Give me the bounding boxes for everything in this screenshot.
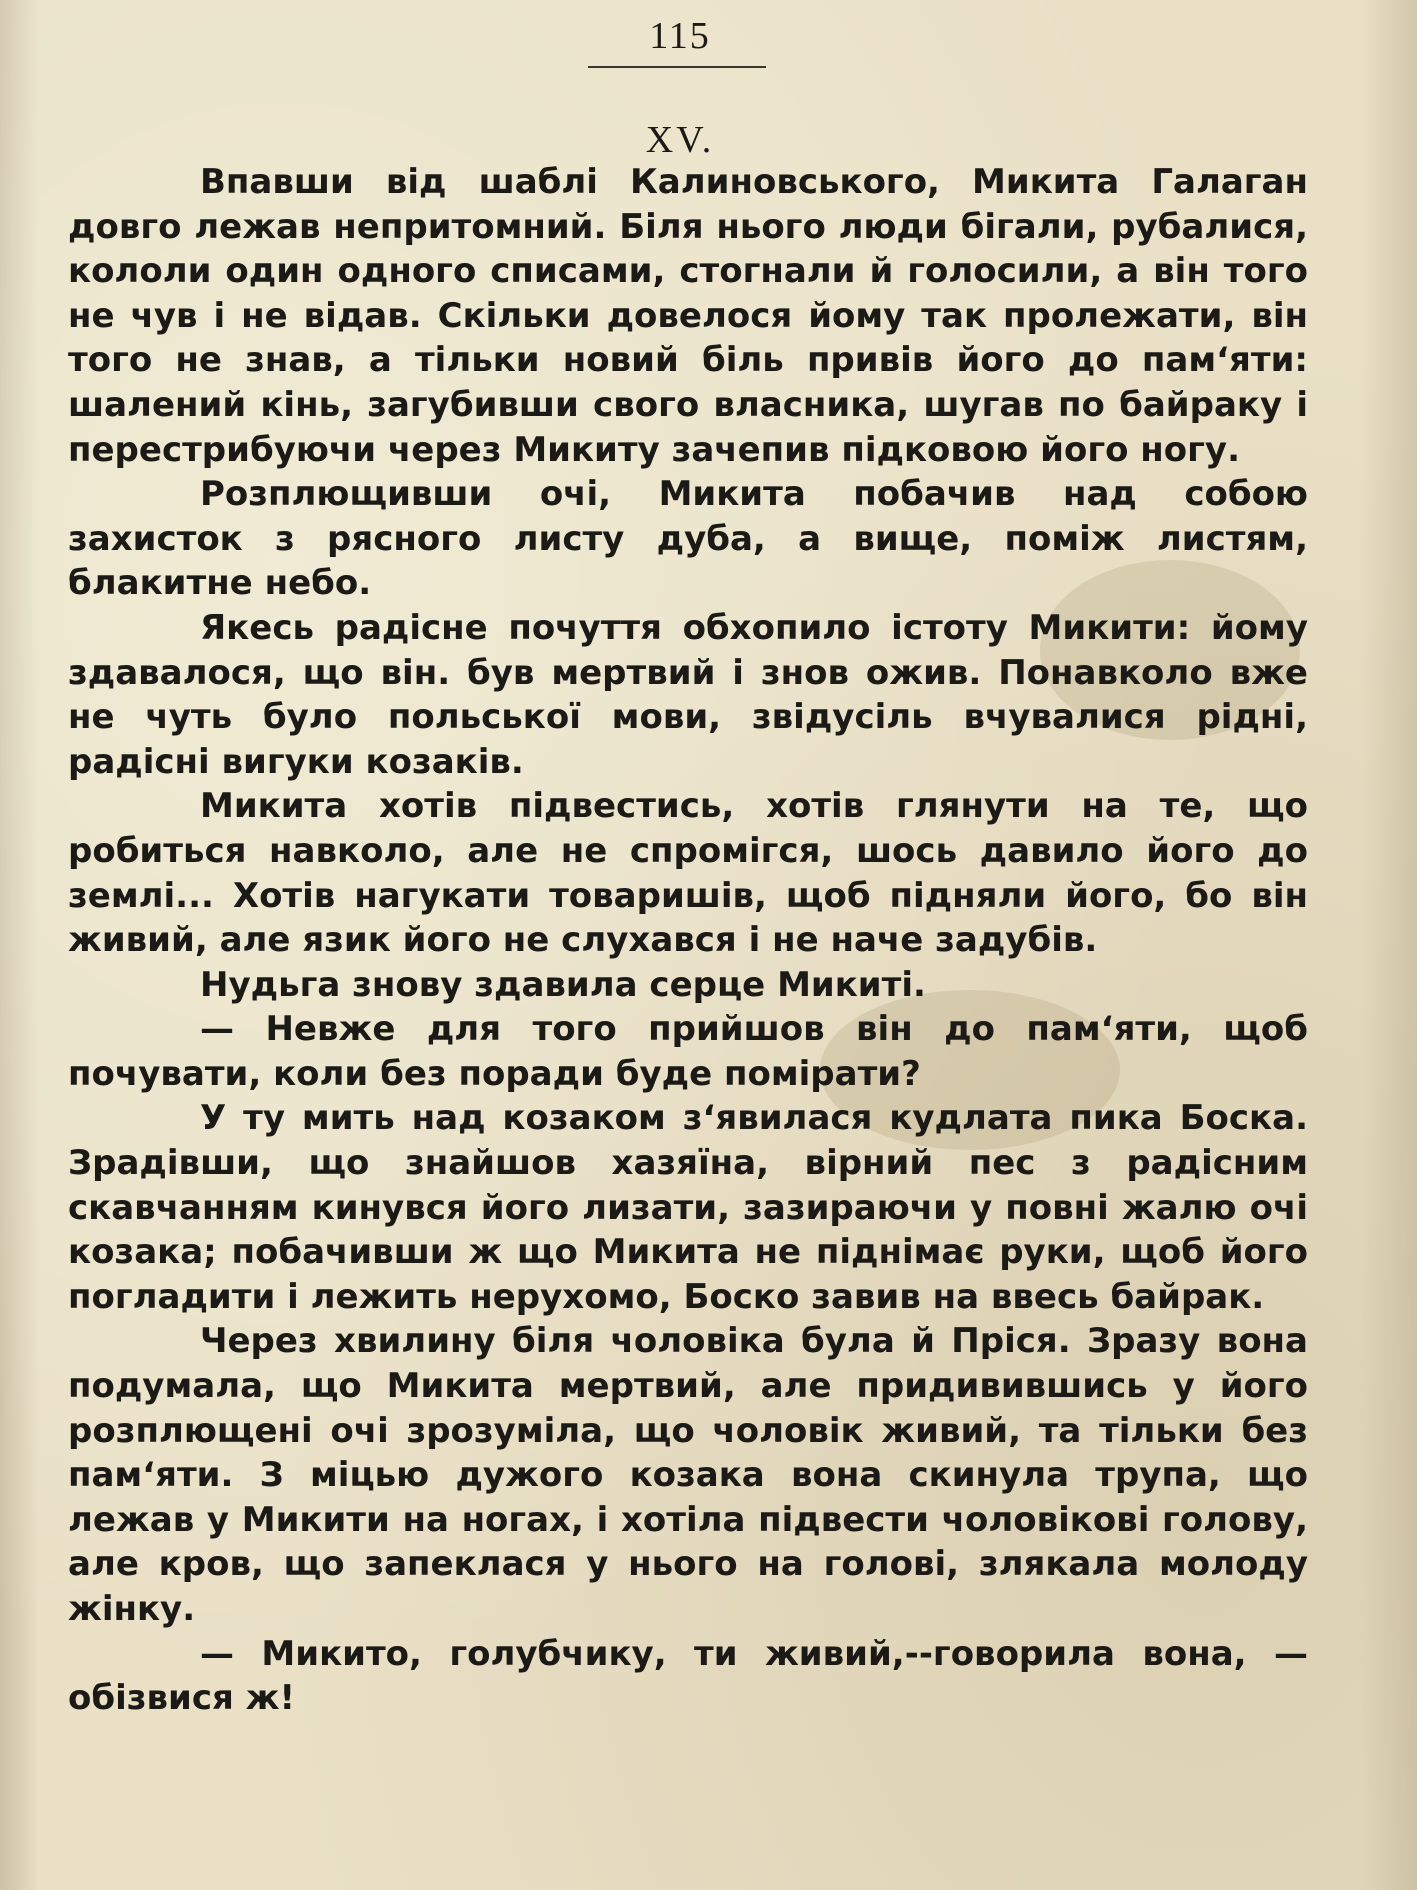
paragraph: Впавши від шаблі Калиновського, Микита Галаган довго лежав непритомний. Біля нього люди бігали, рубалися, кололи один одного списами, стогнали й голосили, а він того не чув і не відав. Скільки довелося йому так пролежати, він того не знав, а тільки новий біль привів його до пам‘яти: шалений кінь, загубивши свого власника, шугав по байраку і перестрибуючи через Микиту зачепив підковою його ногу. (68, 162, 1308, 470)
header-rule (588, 66, 766, 68)
paragraph: — Микито, голубчику, ти живий,--говорила вона, —обізвися ж! (68, 1633, 1308, 1719)
paragraph: Розплющивши очі, Микита побачив над собою захисток з рясного листу дуба, а вище, поміж листям, блакитне небо. (68, 474, 1308, 604)
paragraph: Нудьга знову здавила серце Микиті. (200, 964, 926, 1005)
body-text (68, 160, 1308, 1721)
chapter-heading: XV. (645, 119, 715, 161)
paragraph: Через хвилину біля чоловіка була й Пріся. Зразу вона подумала, що Микита мертвий, але придивившись у його розплющені очі зрозуміла, що чоловік живий, та тільки без пам‘яти. З міцью дужого козака вона скинула трупа, що лежав у Микити на ногах, і хотіла підвести чоловікові голову, але кров, що запеклася у нього на голові, злякала молоду жінку. (68, 1321, 1308, 1629)
paragraph: — Невже для того прийшов він до пам‘яти, щоб почувати, коли без поради буде помірати? (68, 1009, 1308, 1094)
paragraph: Микита хотів підвестись, хотів глянути на те, що робиться навколо, але не спромігся, шось давило його до землі... Хотів нагукати товаришів, щоб підняли його, бо він живий, але язик його не слухався і не наче задубів. (68, 786, 1308, 961)
paragraph: У ту мить над козаком з‘явилася кудлата пика Боска. Зрадівши, що знайшов хазяїна, вірний пес з радісним скавчанням кинувся його лизати, зазираючи у повні жалю очі козака; побачивши ж що Микита не піднімає руки, щоб його погладити і лежить нерухомо, Боско завив на ввесь байрак. (68, 1098, 1308, 1317)
page-number: 115 (649, 15, 711, 57)
paragraph: Якесь радісне почуття обхопило істоту Микити: йому здавалося, що він. був мертвий і знов ожив. Понавколо вже не чуть було польської мови, звідусіль вчувалися рідні, радісні вигуки козаків. (68, 607, 1308, 782)
